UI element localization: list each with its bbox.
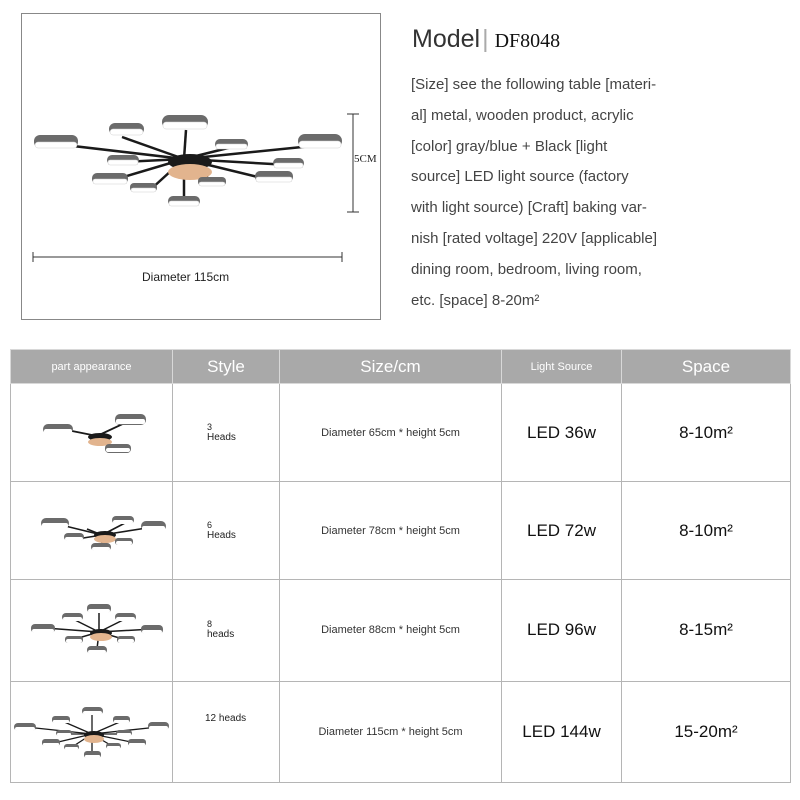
model-heading	[412, 25, 560, 54]
spec-line: source] LED light source (factory	[411, 168, 629, 186]
spec-line: with light source) [Craft] baking var-	[411, 199, 647, 217]
product-thumbnail	[11, 482, 173, 580]
space-cell: 8-10m²	[622, 482, 791, 580]
chandelier-8-heads-image	[17, 599, 167, 661]
spec-line: [color] gray/blue + Black [light	[411, 137, 608, 155]
table-row	[11, 384, 791, 482]
height-label: 5CM	[354, 153, 377, 165]
heads-word: Heads	[207, 431, 236, 443]
header-light-source: Light Source	[502, 350, 622, 384]
light-source-cell: LED 36w	[502, 384, 622, 482]
heads-count: 3	[207, 421, 213, 432]
spec-line: nish [rated voltage] 220V [applicable]	[411, 229, 657, 247]
table-row	[11, 681, 791, 782]
style-cell	[173, 384, 280, 482]
header-style: Style	[173, 350, 280, 384]
product-thumbnail	[11, 384, 173, 482]
chandelier-12-heads-image	[12, 701, 172, 763]
space-cell: 15-20m²	[622, 681, 791, 782]
model-code: DF8048	[494, 30, 561, 52]
spec-line: al] metal, wooden product, acrylic	[411, 106, 634, 124]
space-cell: 8-15m²	[622, 580, 791, 681]
table-row	[11, 482, 791, 580]
space-cell: 8-10m²	[622, 384, 791, 482]
size-cell: Diameter 115cm * height 5cm	[280, 681, 502, 782]
size-cell: Diameter 78cm * height 5cm	[280, 482, 502, 580]
model-separator: |	[482, 25, 489, 53]
spec-line: dining room, bedroom, living room,	[411, 260, 642, 278]
header-part-appearance: part appearance	[11, 350, 173, 384]
style-cell	[173, 580, 280, 681]
style-cell	[173, 482, 280, 580]
product-thumbnail	[11, 580, 173, 681]
header-size: Size/cm	[280, 350, 502, 384]
spec-line: [Size] see the following table [materi-	[411, 76, 657, 93]
heads-count: 6	[207, 519, 213, 530]
heads-word: Heads	[207, 529, 236, 541]
diameter-dimension-line	[33, 252, 342, 262]
light-source-cell: LED 144w	[502, 681, 622, 782]
size-cell: Diameter 65cm * height 5cm	[280, 384, 502, 482]
spec-line: etc. [space] 8-20m²	[411, 291, 540, 309]
heads-word: heads	[207, 629, 235, 641]
table-header-row	[11, 350, 791, 384]
chandelier-6-heads-image	[17, 501, 167, 561]
header-space: Space	[622, 350, 791, 384]
chandelier-3-heads-image	[17, 403, 167, 463]
diameter-label: Diameter 115cm	[142, 270, 230, 284]
spec-text	[411, 70, 701, 316]
light-source-cell: LED 72w	[502, 482, 622, 580]
table-row	[11, 580, 791, 681]
product-thumbnail	[11, 681, 173, 782]
style-cell: 12 heads	[173, 681, 280, 782]
heads-count: 8	[207, 619, 213, 630]
spec-table	[10, 349, 791, 783]
light-source-cell: LED 96w	[502, 580, 622, 681]
model-word: Model	[412, 25, 481, 53]
size-cell: Diameter 88cm * height 5cm	[280, 580, 502, 681]
product-diagram	[21, 13, 381, 320]
